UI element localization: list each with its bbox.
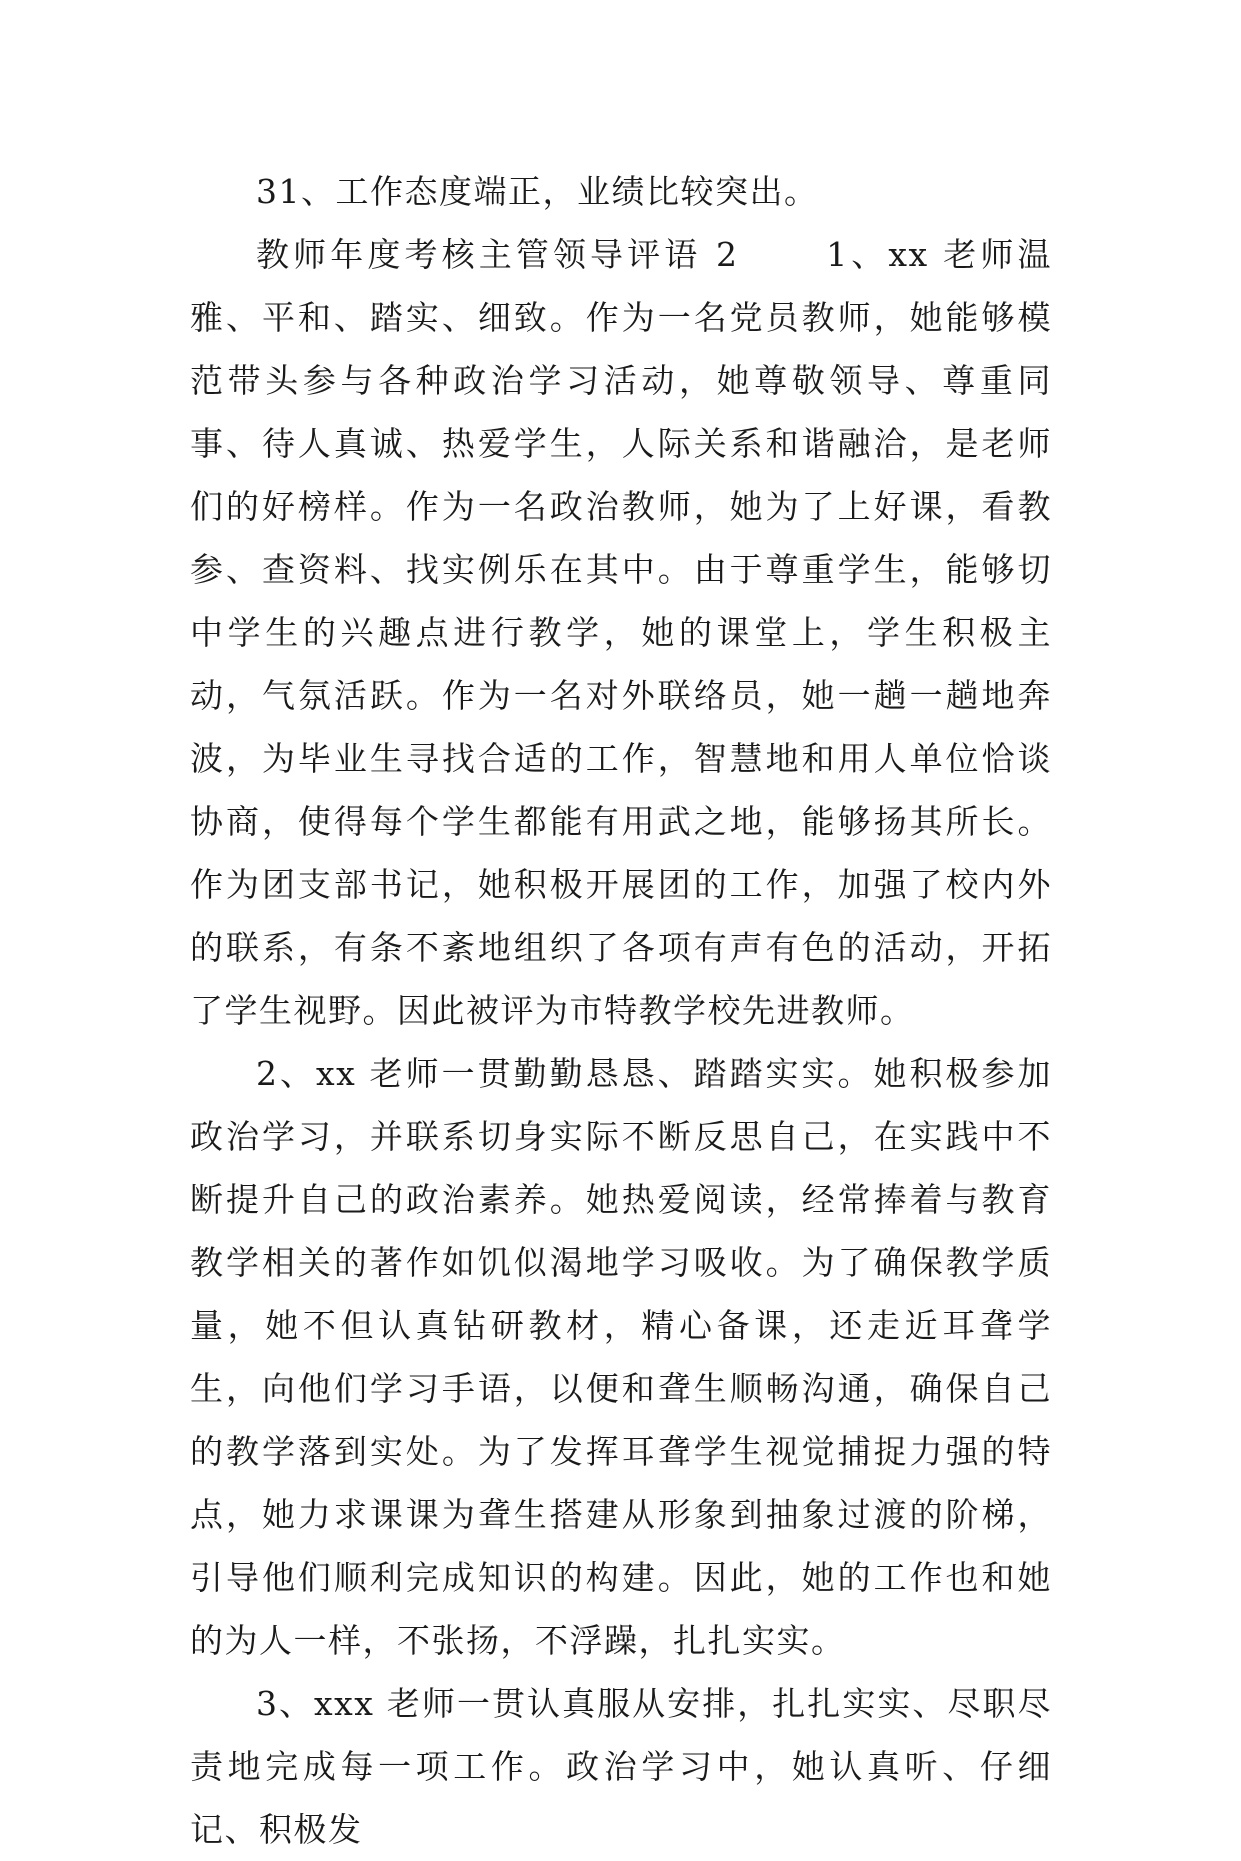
line-31: 31、工作态度端正，业绩比较突出。 [256,172,819,211]
paragraph-2: 2、xx 老师一贯勤勤恳恳、踏踏实实。她积极参加政治学习，并联系切身实际不断反思自己，在实践中不断提升自己的政治素养。她热爱阅读，经常捧着与教育教学相关的著作如饥似渴地学习吸收。为了确保教学质量，她不但认真钻研教材，精心备课，还走近耳聋学生，向他们学习手语，以便和聋生顺畅沟通，确保自己的教学落到实处。为了发挥耳聋学生视觉捕捉力强的特点，她力求课课为聋生搭建从形象到抽象过渡的阶梯，引导他们顺利完成知识的构建。因此，她的工作也和她的为人一样，不张扬，不浮躁，扎扎实实。 [190,1054,1052,1660]
paragraph-3: 3、xxx 老师一贯认真服从安排，扎扎实实、尽职尽责地完成每一项工作。政治学习中，她认真听、仔细记、积极发 [190,1684,1052,1849]
paragraph-1-text: 1、xx 老师温雅、平和、踏实、细致。作为一名党员教师，她能够模范带头参与各种政治学习活动，她尊敬领导、尊重同事、待人真诚、热爱学生，人际关系和谐融洽，是老师们的好榜样。作为一名政治教师，她为了上好课，看教参、查资料、找实例乐在其中。由于尊重学生，能够切中学生的兴趣点进行教学，她的课堂上，学生积极主动，气氛活跃。作为一名对外联络员，她一趟一趟地奔波，为毕业生寻找合适的工作，智慧地和用人单位恰谈协商，使得每个学生都能有用武之地，能够扬其所长。作为团支部书记，她积极开展团的工作，加强了校内外的联系，有条不紊地组织了各项有声有色的活动，开拓了学生视野。因此被评为市特教学校先进教师。 [190,235,1052,1030]
section-heading: 教师年度考核主管领导评语 2 [256,235,739,274]
section-paragraph-1 [190,223,1052,1042]
document-page [190,160,1052,1861]
